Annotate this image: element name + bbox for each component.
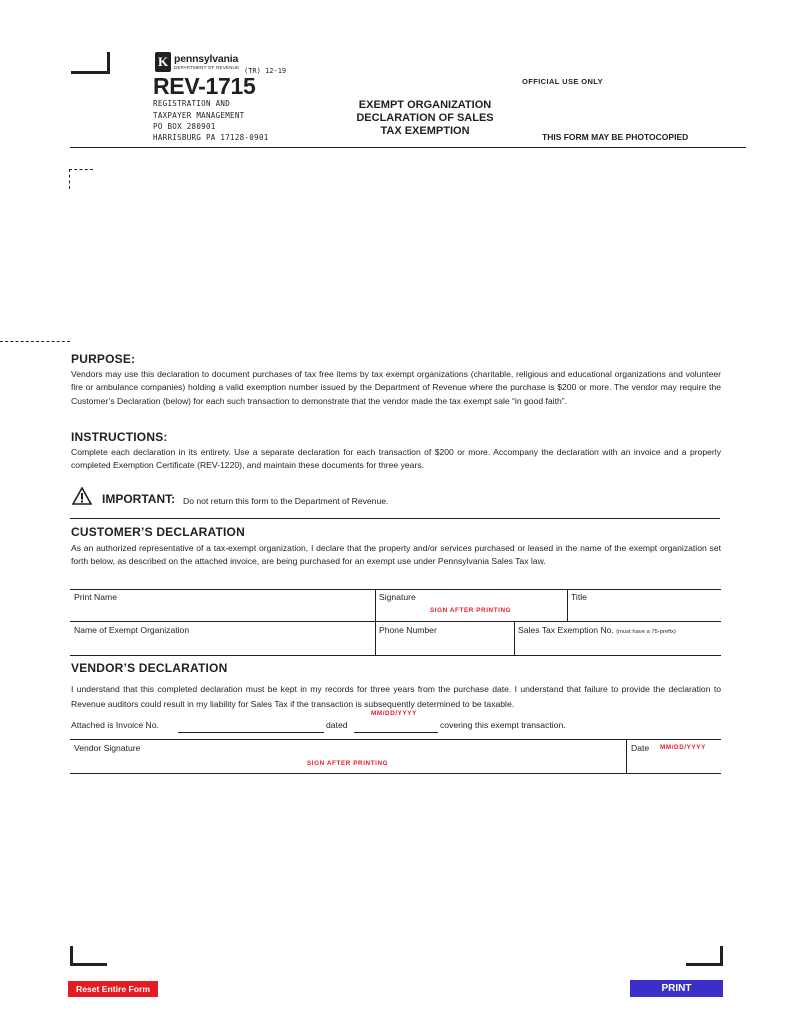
warning-icon (72, 487, 92, 505)
address-line-1: REGISTRATION AND (153, 99, 231, 108)
agency-department: DEPARTMENT OF REVENUE (174, 65, 240, 70)
crop-mark-top-left (71, 52, 110, 74)
organization-name-label: Name of Exempt Organization (74, 625, 190, 635)
customer-declaration-table (70, 589, 721, 656)
phone-number-label: Phone Number (379, 625, 437, 635)
dated-label: dated (326, 720, 348, 730)
vendor-date-label: Date (631, 743, 650, 753)
print-button[interactable]: PRINT (630, 980, 723, 997)
title-label: Title (571, 592, 587, 602)
vendor-date-hint: MM/DD/YYYY (660, 744, 706, 751)
exemption-number-hint: (must have a 75-prefix) (616, 629, 676, 635)
customer-signature-field[interactable] (376, 589, 568, 622)
invoice-number-input[interactable] (178, 732, 324, 733)
title-field[interactable] (568, 589, 721, 622)
form-number: REV-1715 (153, 73, 256, 99)
print-name-field[interactable] (70, 589, 376, 622)
important-text: Do not return this form to the Department of Revenue. (183, 496, 389, 506)
vendor-date-field[interactable] (627, 739, 721, 774)
crop-mark-bottom-right (686, 946, 723, 966)
vendor-signature-label: Vendor Signature (74, 743, 141, 753)
form-title-line-1: EXEMPT ORGANIZATION (358, 99, 492, 111)
dashed-guide-corner (69, 169, 93, 170)
organization-name-field[interactable] (70, 622, 376, 656)
revision-code: (TR) 12-19 (244, 67, 287, 75)
phone-number-field[interactable] (376, 622, 515, 656)
official-use-label: OFFICIAL USE ONLY (522, 77, 603, 86)
section-rule-customer (70, 518, 720, 519)
purpose-heading: PURPOSE: (71, 352, 136, 366)
dashed-guide-corner-vertical (69, 169, 70, 189)
customer-heading: CUSTOMER’S DECLARATION (71, 525, 245, 539)
address-line-4: HARRISBURG PA 17128-0901 (153, 133, 269, 142)
customer-text: As an authorized representative of a tax-exempt organization, I declare that the property and/or services purchased or leased in the name of the exempt organization set forth below, as described on the attached invoice, are being purchased for an exempt use under Pennsylvania Sales Tax law. (71, 543, 721, 567)
address-line-2: TAXPAYER MANAGEMENT (153, 111, 245, 120)
invoice-number-label: Attached is Invoice No. (71, 720, 159, 730)
purpose-text: Vendors may use this declaration to document purchases of tax free items by tax exempt organizations (charitable, religious and educational organizations and volunteer fire or ambulance companies) holding a valid exemption number issued by the Department of Revenue where the purchase is $200 or more. The vendor may require the Customer’s Declaration (below) for each such transaction to demonstrate that the vendor made the tax exempt sale “in good faith”. (71, 369, 721, 406)
vendor-text: I understand that this completed declaration must be kept in my records for three years from the purchase date. I understand that failure to provide the declaration to Revenue auditors could result in my liability for Sales Tax if the transaction is subsequently determined to be taxable. (71, 684, 721, 709)
dashed-fold-line (0, 341, 70, 342)
vendor-sign-after-printing: SIGN AFTER PRINTING (307, 760, 389, 767)
keystone-logo: K (155, 52, 171, 72)
covering-label: covering this exempt transaction. (440, 720, 566, 730)
instructions-heading: INSTRUCTIONS: (71, 430, 168, 444)
invoice-date-hint: MM/DD/YYYY (371, 710, 417, 717)
exemption-number-field[interactable] (515, 622, 721, 656)
form-title-line-3: TAX EXEMPTION (380, 125, 470, 137)
form-title-line-2: DECLARATION OF SALES (356, 112, 494, 124)
header-rule (70, 147, 746, 148)
form-title (330, 99, 520, 138)
exemption-number-label (518, 625, 676, 635)
vendor-signature-field[interactable] (70, 739, 627, 774)
invoice-date-input[interactable] (354, 732, 438, 733)
vendor-signature-table (70, 739, 721, 774)
vendor-heading: VENDOR’S DECLARATION (71, 661, 228, 675)
customer-signature-label: Signature (379, 592, 416, 602)
customer-sign-after-printing: SIGN AFTER PRINTING (430, 607, 512, 614)
print-name-label: Print Name (74, 592, 117, 602)
address-line-3: PO BOX 280901 (153, 122, 216, 131)
important-label: IMPORTANT: (102, 492, 176, 506)
exemption-number-text: Sales Tax Exemption No. (518, 625, 614, 635)
photocopy-note: THIS FORM MAY BE PHOTOCOPIED (542, 132, 689, 142)
instructions-text: Complete each declaration in its entirety. Use a separate declaration for each transaction of $200 or more. Accompany the declaration with an invoice and a properly completed Exemption Certificate (REV-1220), and maintain these documents for three years. (71, 447, 721, 471)
agency-name: pennsylvania (174, 53, 239, 65)
reset-form-button[interactable]: Reset Entire Form (68, 981, 158, 997)
crop-mark-bottom-left (70, 946, 107, 966)
